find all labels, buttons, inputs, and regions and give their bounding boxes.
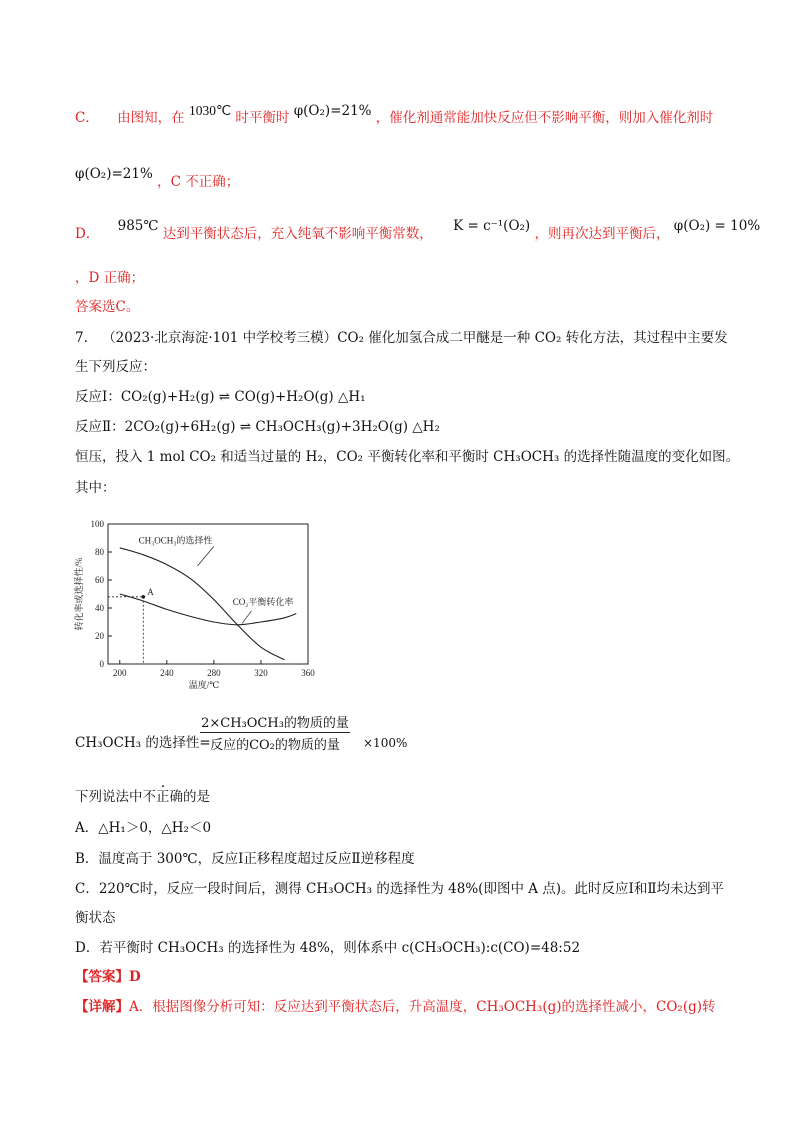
prompt-emphasis: 不正确 — [142, 789, 183, 805]
series-label-selectivity: CH₃OCH₃的选择性 — [138, 535, 213, 546]
selectivity-label: CH₃OCH₃ 的选择性= — [75, 735, 211, 751]
fraction-bar — [200, 732, 350, 733]
fraction-numerator: 2×CH₃OCH₃的物质的量 — [201, 716, 349, 731]
y-tick-label: 20 — [95, 631, 104, 641]
option-c-text-4: ，C 不正确； — [157, 174, 240, 190]
answer-tag: 【答案】 — [75, 969, 129, 985]
answer-row — [75, 967, 141, 987]
y-tick-label: 100 — [90, 519, 104, 529]
reaction-2: 反应Ⅱ：2CO₂(g)+6H₂(g) ⇌ CH₃OCH₃(g)+3H₂O(g) △H₂ — [75, 419, 440, 435]
option-d-label: D． — [75, 226, 100, 242]
answer-value: D — [129, 969, 141, 985]
option-c-text-2: 时平衡时 — [235, 110, 290, 126]
condition-text: 恒压，投入 1 mol CO₂ 和适当过量的 H₂，CO₂ 平衡转化率和平衡时 CH₃OCH₃ 的选择性随温度的变化如图。 — [75, 449, 740, 465]
option-c-temp: 1030℃ — [188, 103, 232, 118]
option-d-phi: φ(O₂) = 10% — [673, 218, 761, 234]
y-tick-label: 80 — [95, 547, 104, 557]
point-a-label: A — [147, 586, 154, 597]
question-number: 7. — [75, 330, 88, 346]
times-100: ×100% — [363, 736, 408, 750]
option-d-continued: ，D 正确； — [75, 270, 145, 286]
question-7-intro — [75, 328, 728, 348]
option-c-continued — [75, 166, 240, 192]
point-a-marker — [141, 595, 145, 599]
selectivity-conversion-chart — [70, 512, 330, 702]
selectivity-leader — [197, 546, 213, 566]
y-tick-label: 40 — [95, 603, 104, 613]
choice-a: A．△H₁＞0，△H₂＜0 — [75, 820, 212, 836]
selectivity-formula — [75, 733, 211, 753]
x-tick-label: 200 — [113, 668, 127, 678]
among-text: 其中： — [75, 480, 116, 496]
y-tick-label: 60 — [95, 575, 104, 585]
y-axis-label: 转化率或选择性/% — [74, 557, 84, 631]
y-tick-label: 0 — [99, 659, 104, 669]
option-c-label: C． — [75, 110, 99, 126]
x-tick-label: 240 — [160, 668, 174, 678]
x-axis-label: 温度/℃ — [188, 680, 220, 690]
detail-tag: 【详解】 — [75, 999, 129, 1015]
question-source: （2023·北京海淀·101 中学校考三模） — [102, 330, 338, 346]
choice-c-continued: 衡状态 — [75, 910, 116, 926]
question-prompt — [75, 787, 210, 807]
choice-b: B．温度高于 300℃，反应Ⅰ正移程度超过反应Ⅱ逆移程度 — [75, 851, 415, 867]
option-d-temp: 985℃ — [117, 218, 159, 234]
option-c-explanation — [75, 103, 714, 128]
conversion-leader — [242, 611, 251, 624]
option-d-text-1: 达到平衡状态后，充入纯氧不影响平衡常数， — [162, 226, 433, 242]
reaction-1: 反应Ⅰ：CO₂(g)+H₂(g) ⇌ CO(g)+H₂O(g) △H₁ — [75, 389, 366, 405]
x-tick-label: 360 — [301, 668, 315, 678]
answer-line: 答案选C。 — [75, 299, 140, 315]
prompt-post: 的是 — [183, 789, 210, 805]
question-intro-1: CO₂ 催化加氢合成二甲醚是一种 CO₂ 转化方法，其过程中主要发 — [337, 330, 728, 346]
prompt-pre: 下列说法中 — [75, 789, 143, 805]
option-c-text-1: 由图知，在 — [117, 110, 185, 126]
option-c-text-3: ，催化剂通常能加快反应但不影响平衡，则加入催化剂时 — [375, 110, 714, 126]
series-label-conversion: CO₂平衡转化率 — [232, 597, 294, 608]
choice-d: D．若平衡时 CH₃OCH₃ 的选择性为 48%，则体系中 c(CH₃OCH₃):c(CO)=48:52 — [75, 940, 581, 956]
question-intro-2: 生下列反应： — [75, 359, 156, 375]
x-tick-label: 320 — [254, 668, 268, 678]
option-d-text-2: ，则再次达到平衡后， — [534, 226, 670, 242]
option-c-phi-2: φ(O₂)=21% — [75, 166, 153, 182]
selectivity-fraction — [200, 712, 350, 753]
option-c-phi: φ(O₂)=21% — [293, 103, 372, 119]
detail-text: A．根据图像分析可知：反应达到平衡状态后，升高温度，CH₃OCH₃(g)的选择性减小，CO₂(g)转 — [129, 999, 716, 1015]
fraction-denominator: 反应的CO₂的物质的量 — [210, 738, 340, 753]
detail-row — [75, 997, 716, 1017]
option-d-k: K = c⁻¹(O₂) — [453, 218, 531, 234]
option-d-explanation — [75, 218, 761, 244]
choice-c: C．220℃时，反应一段时间后，测得 CH₃OCH₃ 的选择性为 48%(即图中 A 点)。此时反应Ⅰ和Ⅱ均未达到平 — [75, 881, 725, 897]
x-tick-label: 280 — [207, 668, 221, 678]
